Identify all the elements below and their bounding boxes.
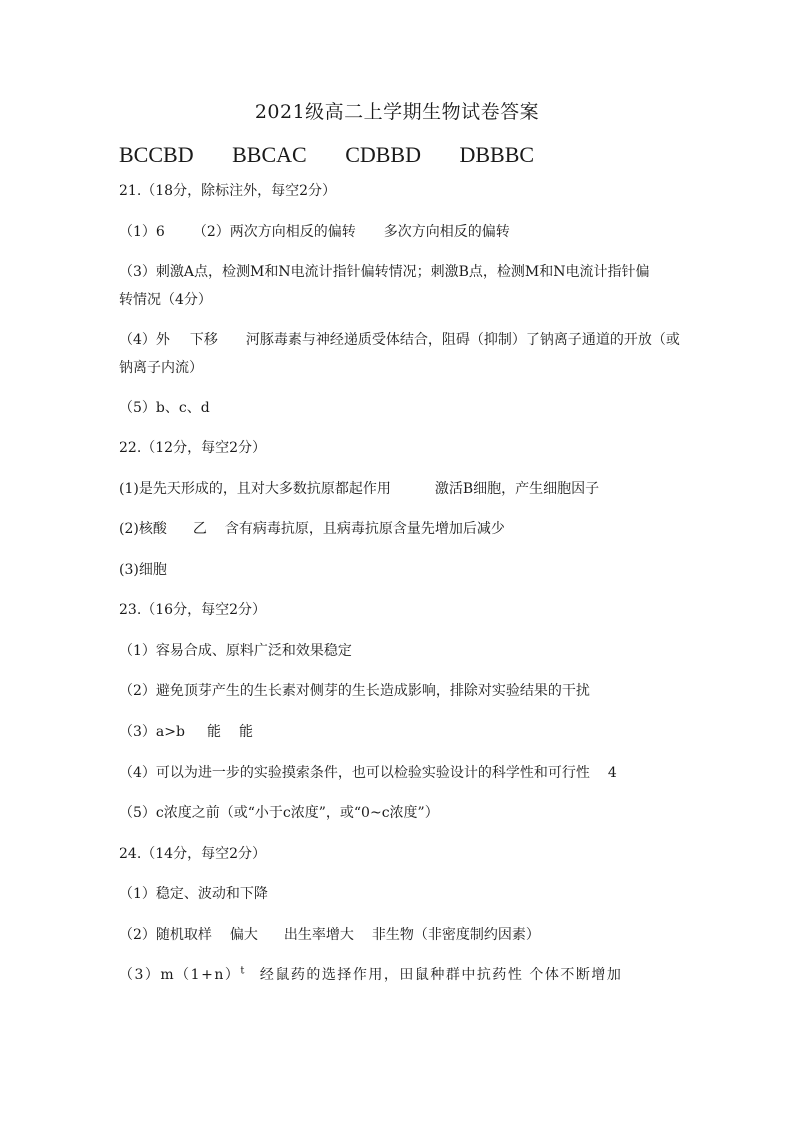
q21-part4-line2: 钠离子内流） (119, 360, 203, 376)
q22-p1a: (1)是先天形成的，且对大多数抗原都起作用 (119, 481, 391, 497)
q24-p3a: （3）m（1+n） (119, 967, 241, 983)
q21-part4-line1 (119, 329, 680, 349)
q22-part1 (119, 478, 599, 498)
q23-p4b: 4 (607, 765, 617, 781)
q21-part3-line2: 转情况（4分） (119, 292, 212, 308)
q24-p2c: 出生率增大 (283, 927, 354, 943)
q21-p4a3: 河豚毒素与神经递质受体结合，阻碍（抑制）了钠离子通道的开放（或 (245, 332, 680, 348)
q24-p2d: 非生物（非密度制约因素） (371, 927, 540, 943)
page-title: 2021级高二上学期生物试卷答案 (254, 101, 540, 123)
q23-p3c: 能 (238, 724, 253, 740)
q21-p1b: （2）两次方向相反的偏转 (192, 224, 356, 240)
q24-p2b: 偏大 (229, 927, 258, 943)
q21-header: 21.（18分，除标注外，每空2分） (119, 183, 336, 199)
q24-part3 (119, 964, 622, 984)
q23-p3a: （3）a>b (119, 724, 185, 740)
mc-group-3: CDBBD (345, 142, 421, 167)
q22-part3: (3)细胞 (119, 562, 167, 578)
mc-group-2: BBCAC (232, 142, 307, 167)
q24-part1: （1）稳定、波动和下降 (119, 886, 268, 902)
mc-group-1: BCCBD (119, 142, 194, 167)
q24-part2 (119, 924, 540, 944)
q24-p2a: （2）随机取样 (119, 927, 212, 943)
q21-p1a: （1）6 (119, 224, 165, 240)
q21-p1c: 多次方向相反的偏转 (383, 224, 510, 240)
q24-p3-exponent: t (240, 965, 246, 977)
q23-header: 23.（16分，每空2分） (119, 602, 266, 618)
q22-p2b: 乙 (192, 521, 207, 537)
q23-p3b: 能 (206, 724, 221, 740)
q23-part4 (119, 762, 617, 782)
q21-p4a1: （4）外 (119, 332, 170, 348)
q21-part5: （5）b、c、d (119, 400, 210, 416)
q23-part5: （5）c浓度之前（或“小于c浓度”，或“0~c浓度”） (119, 805, 439, 821)
q21-p4a2: 下移 (189, 332, 218, 348)
q24-p3b: 经鼠药的选择作用，田鼠种群中抗药性 个体不断增加 (259, 967, 623, 983)
q21-part3-line1: （3）刺激A点，检测M和N电流计指针偏转情况；刺激B点，检测M和N电流计指针偏 (119, 264, 650, 280)
q23-part2: （2）避免顶芽产生的生长素对侧芽的生长造成影响，排除对实验结果的干扰 (119, 683, 590, 699)
q22-header: 22.（12分，每空2分） (119, 440, 266, 456)
q22-p1b: 激活B细胞，产生细胞因子 (434, 481, 600, 497)
q23-part1: （1）容易合成、原料广泛和效果稳定 (119, 643, 352, 659)
multiple-choice-answers (119, 142, 567, 168)
q23-part3 (119, 721, 253, 741)
mc-group-4: DBBBC (459, 142, 535, 167)
q22-p2a: (2)核酸 (119, 521, 167, 537)
q22-p2c: 含有病毒抗原，且病毒抗原含量先增加后减少 (224, 521, 505, 537)
q24-header: 24.（14分，每空2分） (119, 846, 266, 862)
q22-part2 (119, 518, 505, 538)
q23-p4a: （4）可以为进一步的实验摸索条件，也可以检验实验设计的科学性和可行性 (119, 765, 590, 781)
q21-part1 (119, 221, 510, 241)
